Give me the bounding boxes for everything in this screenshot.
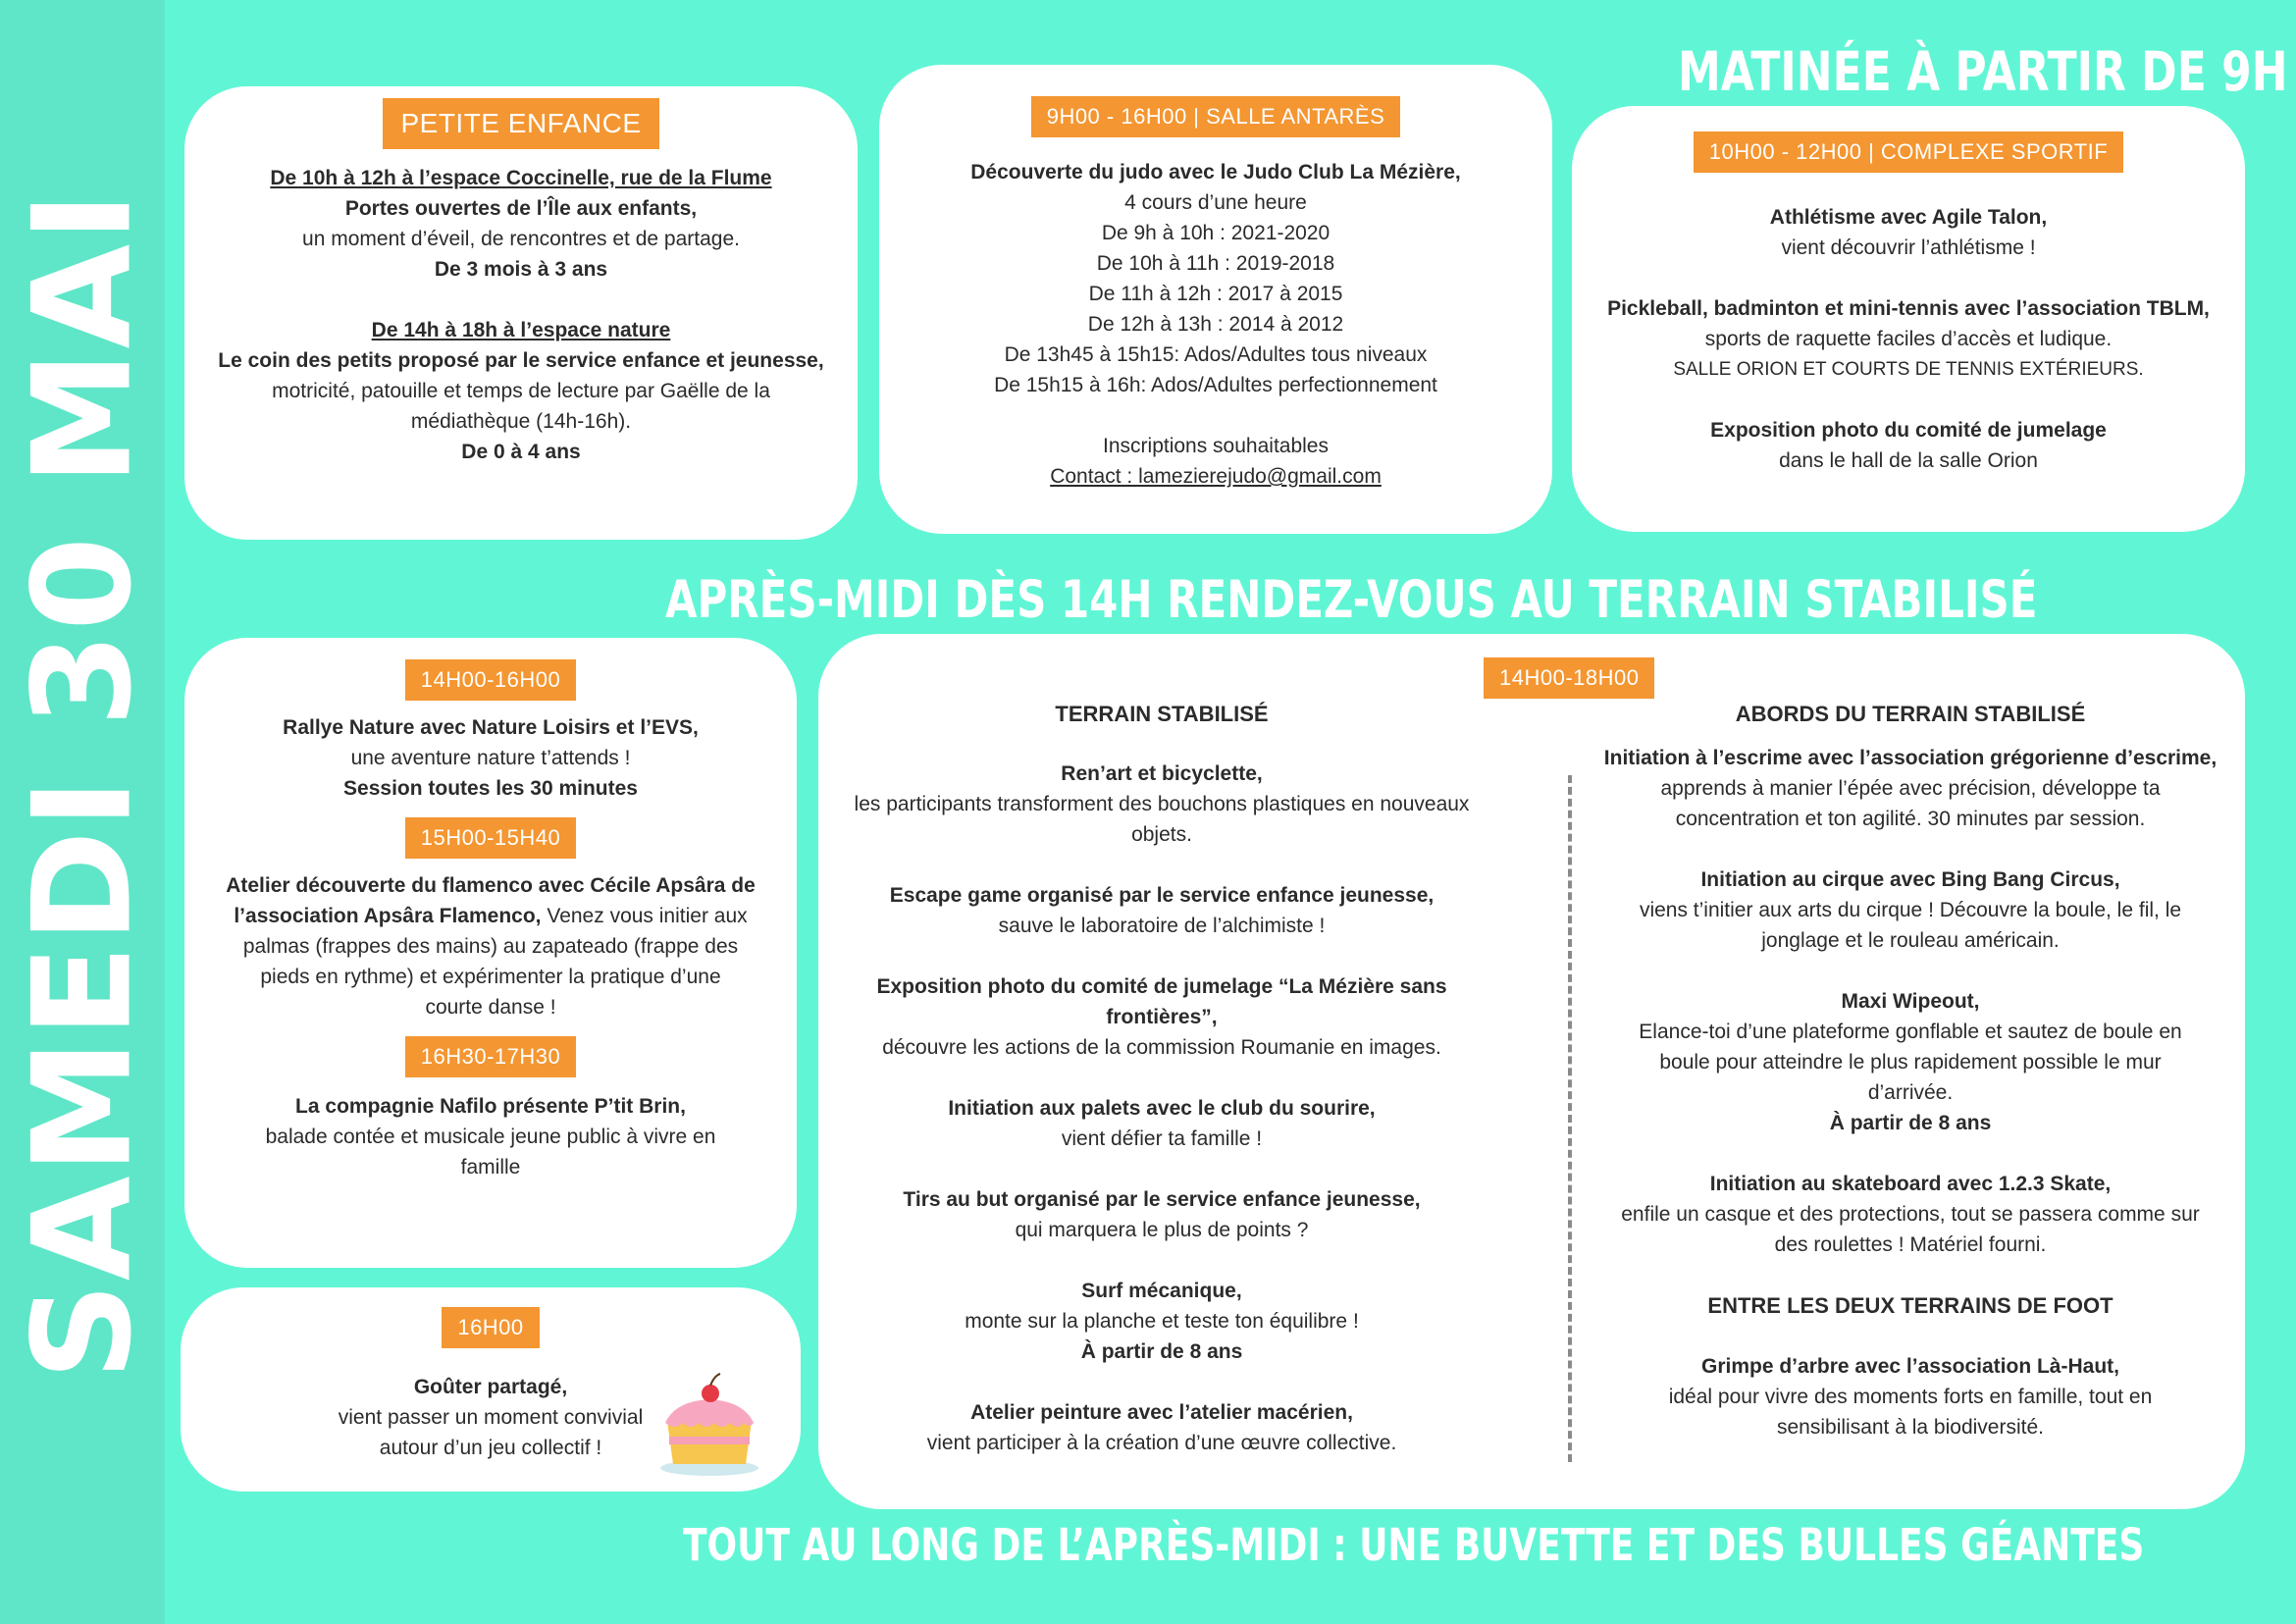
petite-enfance-line: De 0 à 4 ans	[461, 441, 581, 463]
activity-desc: idéal pour vivre des moments forts en famille, tout en	[1668, 1386, 2153, 1408]
activity-desc: viens t’initier aux arts du cirque ! Découvre la boule, le fil, le	[1639, 899, 2182, 921]
activity-desc: concentration et ton agilité. 30 minutes par session.	[1675, 808, 2146, 830]
rallye-line: Rallye Nature avec Nature Loisirs et l’EVS,	[283, 716, 699, 739]
activity-desc: monte sur la planche et teste ton équilibre !	[965, 1310, 1359, 1333]
card-complexe-sportif	[1572, 106, 2245, 532]
abords-items	[1584, 743, 2237, 1442]
sport-text	[1572, 202, 2245, 476]
tag-complexe-sportif: 10H00 - 12H00 | COMPLEXE SPORTIF	[1694, 131, 2123, 173]
flamenco-line: Venez vous initier aux	[541, 905, 748, 927]
judo-line: 4 cours d’une heure	[1124, 191, 1307, 214]
activity-desc: vient participer à la création d’une œuvre collective.	[926, 1432, 1397, 1454]
activity-desc: apprends à manier l’épée avec précision, développe ta	[1660, 777, 2161, 800]
activity-title: Surf mécanique,	[1081, 1280, 1242, 1302]
activity-desc: les participants transforment des bouchons plastiques en nouveaux	[854, 793, 1470, 815]
side-title: SAMEDI 30 MAI	[3, 189, 162, 1381]
judo-line: De 15h15 à 16h: Ados/Adultes perfectionnement	[994, 374, 1437, 396]
judo-line: De 12h à 13h : 2014 à 2012	[1087, 313, 1344, 336]
sport-line: Athlétisme avec Agile Talon,	[1769, 206, 2048, 229]
foot-heading: ENTRE LES DEUX TERRAINS DE FOOT	[1707, 1293, 2113, 1318]
abords-column	[1584, 699, 2237, 1442]
activity-title: Initiation au skateboard avec 1.2.3 Skate,	[1709, 1173, 2112, 1195]
gouter-line: Goûter partagé,	[413, 1376, 568, 1398]
activity-desc: d’arrivée.	[1867, 1081, 1954, 1104]
judo-text	[879, 157, 1552, 492]
banner-footer: TOUT AU LONG DE L’APRÈS-MIDI : UNE BUVETTE ET DES BULLES GÉANTES	[683, 1521, 2145, 1572]
nafilo-line: La compagnie Nafilo présente P’tit Brin,	[295, 1095, 686, 1118]
sport-line: vient découvrir l’athlétisme !	[1781, 236, 2036, 259]
tag-14h-16h: 14H00-16H00	[405, 659, 576, 701]
flamenco-line: pieds en rythme) et expérimenter la pratique d’une	[260, 966, 721, 988]
nafilo-line: balade contée et musicale jeune public à vivre en	[265, 1126, 716, 1148]
activity-desc: jonglage et le rouleau américain.	[1761, 929, 2060, 952]
judo-line: Inscriptions souhaitables	[1103, 435, 1329, 457]
activity-title: Maxi Wipeout,	[1841, 990, 1980, 1013]
sport-line: sports de raquette faciles d’accès et ludique.	[1704, 328, 2113, 350]
petite-enfance-line: De 3 mois à 3 ans	[434, 258, 608, 281]
activity-desc: découvre les actions de la commission Roumanie en images.	[882, 1036, 1441, 1059]
rallye-line: Session toutes les 30 minutes	[343, 777, 638, 800]
activity-note: À partir de 8 ans	[1080, 1340, 1243, 1363]
sport-line: SALLE ORION ET COURTS DE TENNIS EXTÉRIEURS.	[1673, 359, 2144, 380]
activity-title: Initiation au cirque avec Bing Bang Circus,	[1700, 868, 2120, 891]
tag-petite-enfance: PETITE ENFANCE	[383, 98, 658, 149]
tag-16h30-17h30: 16H30-17H30	[405, 1036, 576, 1077]
judo-contact-link[interactable]: Contact : lamezierejudo@gmail.com	[1050, 465, 1382, 488]
petite-enfance-line: motricité, patouille et temps de lecture par Gaëlle de la	[272, 380, 770, 402]
activity-title: Ren’art et bicyclette,	[1061, 762, 1263, 785]
petite-enfance-text	[184, 163, 858, 467]
activity-desc: qui marquera le plus de points ?	[1015, 1219, 1309, 1241]
petite-enfance-line: médiathèque (14h-16h).	[410, 410, 632, 433]
banner-morning: MATINÉE À PARTIR DE 9H	[1678, 41, 2288, 104]
petite-enfance-line: un moment d’éveil, de rencontres et de partage.	[302, 228, 740, 250]
activity-title: Grimpe d’arbre avec l’association Là-Haut,	[1701, 1355, 2119, 1378]
sport-line: Pickleball, badminton et mini-tennis avec l’association TBLM,	[1607, 297, 2210, 320]
terrain-stabilise-column	[818, 699, 1505, 1458]
activity-desc: vient défier ta famille !	[1061, 1127, 1263, 1150]
petite-enfance-line: Portes ouvertes de l’Île aux enfants,	[344, 197, 698, 220]
gouter-line: autour d’un jeu collectif !	[379, 1437, 602, 1459]
petite-enfance-line: Le coin des petits proposé par le service enfance et jeunesse,	[218, 349, 824, 372]
card-main-afternoon	[818, 634, 2245, 1509]
activity-desc: des roulettes ! Matériel fourni.	[1774, 1233, 2047, 1256]
activity-desc: boule pour atteindre le plus rapidement possible le mur	[1659, 1051, 2162, 1074]
judo-line: De 13h45 à 15h15: Ados/Adultes tous niveaux	[1004, 343, 1428, 366]
card-judo	[879, 65, 1552, 534]
nafilo-text	[202, 1091, 779, 1182]
activity-note: À partir de 8 ans	[1829, 1112, 1992, 1134]
terrain-stabilise-heading: TERRAIN STABILISÉ	[1055, 702, 1269, 726]
gouter-line: vient passer un moment convivial	[338, 1406, 644, 1429]
activity-desc: Elance-toi d’une plateforme gonflable et sautez de boule en	[1639, 1021, 2182, 1043]
card-left-afternoon	[184, 638, 797, 1268]
activity-title: Initiation aux palets avec le club du sourire,	[948, 1097, 1376, 1120]
judo-line: De 10h à 11h : 2019-2018	[1096, 252, 1335, 275]
tag-judo: 9H00 - 16H00 | SALLE ANTARÈS	[1031, 96, 1401, 137]
petite-enfance-line: De 14h à 18h à l’espace nature	[371, 319, 671, 341]
abords-heading: ABORDS DU TERRAIN STABILISÉ	[1735, 702, 2086, 726]
flamenco-line: l’association Apsâra Flamenco,	[234, 905, 542, 927]
judo-line: De 9h à 10h : 2021-2020	[1101, 222, 1331, 244]
terrain-stabilise-items	[818, 759, 1505, 1458]
activity-title: Exposition photo du comité de jumelage “La Mézière sans frontières”,	[876, 975, 1447, 1028]
sport-line: dans le hall de la salle Orion	[1779, 449, 2038, 472]
activity-title: Atelier peinture avec l’atelier macérien,	[970, 1401, 1353, 1424]
flamenco-line: palmas (frappes des mains) au zapateado (frappe des	[242, 935, 739, 958]
activity-title: Initiation à l’escrime avec l’association grégorienne d’escrime,	[1603, 747, 2218, 769]
petite-enfance-line: De 10h à 12h à l’espace Coccinelle, rue de la Flume	[270, 167, 772, 189]
card-petite-enfance	[184, 86, 858, 540]
judo-line: De 11h à 12h : 2017 à 2015	[1088, 283, 1343, 305]
activity-title: Escape game organisé par le service enfance jeunesse,	[889, 884, 1435, 907]
sport-line: Exposition photo du comité de jumelage	[1710, 419, 2107, 442]
banner-afternoon: APRÈS-MIDI DÈS 14H RENDEZ-VOUS AU TERRAIN STABILISÉ	[665, 569, 2038, 630]
activity-desc: sensibilisant à la biodiversité.	[1777, 1416, 2044, 1439]
activity-desc: objets.	[1131, 823, 1192, 846]
tag-14h-18h: 14H00-18H00	[1484, 657, 1654, 699]
rallye-text	[202, 712, 779, 804]
flamenco-text	[202, 870, 779, 1022]
tag-15h-15h40: 15H00-15H40	[405, 817, 576, 859]
flamenco-line: Atelier découverte du flamenco avec Cécile Apsâra de	[226, 874, 756, 897]
tag-16h00: 16H00	[442, 1307, 539, 1348]
judo-line: Découverte du judo avec le Judo Club La Mézière,	[970, 161, 1461, 183]
rallye-line: une aventure nature t’attends !	[350, 747, 631, 769]
column-divider	[1568, 775, 1572, 1462]
cake-icon	[655, 1372, 763, 1480]
flamenco-line: courte danse !	[425, 996, 556, 1019]
nafilo-line: famille	[460, 1156, 521, 1179]
activity-desc: sauve le laboratoire de l’alchimiste !	[998, 915, 1326, 937]
activity-desc: enfile un casque et des protections, tout se passera comme sur	[1621, 1203, 2200, 1226]
activity-title: Tirs au but organisé par le service enfance jeunesse,	[903, 1188, 1421, 1211]
